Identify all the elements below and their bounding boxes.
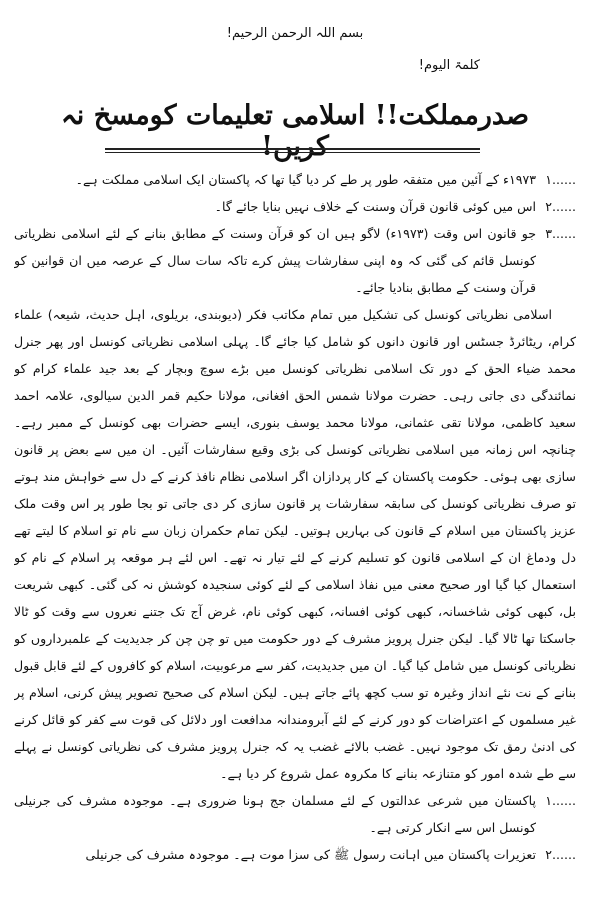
list-item-number: ۳...... xyxy=(545,226,576,241)
list-item-text: اس میں کوئی قانون قرآن وسنت کے خلاف نہیں بنایا جائے گا۔ xyxy=(214,199,536,214)
list-item-number: ۱...... xyxy=(545,172,576,187)
page-title: صدرمملکت!! اسلامی تعلیمات کومسخ نہ کریں! xyxy=(60,100,530,162)
list-item xyxy=(14,787,576,841)
list-item xyxy=(14,841,576,868)
list-item-text: تعزیرات پاکستان میں اہانت رسول ﷺ کی سزا موت ہے۔ موجودہ مشرف کی جرنیلی xyxy=(85,847,536,862)
list-item-text: جو قانون اس وقت (۱۹۷۳ء) لاگو ہیں ان کو قرآن وسنت کے مطابق بنانے کے لئے اسلامی نظریاتی کونسل قائم کی گئی کہ وہ اپنی سفارشات پیش کرے تاکہ سات سال کے عرصہ میں ان قوانین کو قرآن وسنت کے مطابق بنادیا جائے۔ xyxy=(14,226,536,295)
bismillah-line: بسم اللہ الرحمن الرحیم! xyxy=(226,26,364,41)
list-item-number: ۲...... xyxy=(545,199,576,214)
article-body xyxy=(14,166,576,901)
list-item xyxy=(14,193,576,220)
list-item-number: ۱...... xyxy=(545,793,576,808)
list-item xyxy=(14,220,576,301)
kalima-label: کلمۃ الیوم! xyxy=(418,58,480,73)
title-underline xyxy=(105,148,480,153)
list-item xyxy=(14,166,576,193)
list-item-number: ۲...... xyxy=(545,847,576,862)
list-item-text: پاکستان میں شرعی عدالتوں کے لئے مسلمان جج ہونا ضروری ہے۔ موجودہ مشرف کی جرنیلی کونسل اس سے انکار کرتی ہے۔ xyxy=(14,793,536,835)
body-paragraph: اسلامی نظریاتی کونسل کی تشکیل میں تمام مکاتب فکر (دیوبندی، بریلوی، اہل حدیث، شیعہ) علماء کرام، ریٹائرڈ جسٹس اور قانون دانوں کو شامل کیا جائے گا۔ پہلی اسلامی نظریاتی کونسل اور پھر جنرل محمد ضیاء الحق کے دور تک اسلامی نظریاتی کونسل میں بڑے سوچ وبچار کے بعد جید علماء کرام کو نمائندگی دی جاتی رہی۔ حضرت مولانا شمس الحق افغانی، مولانا حکیم قمر الدین سیالوی، علامہ احمد سعید کاظمی، مولانا تقی عثمانی، مولانا محمد یوسف بنوری، ایسے حضرات بھی کونسل کے ممبر رہے۔ چنانچہ اس زمانہ میں اسلامی نظریاتی کونسل کی بڑی وقیع سفارشات آئیں۔ ان میں سے بعض پر قانون سازی بھی ہوئی۔ حکومت پاکستان کے کار پردازان اگر اسلامی نظام نافذ کرنے کے دل سے خواہش مند ہوتے تو صرف نظریاتی کونسل کی سابقہ سفارشات پر قانون سازی کر دی جاتی تو بجا طور پر اس وقت ملک عزیز پاکستان میں اسلام کے قانون کی بہاریں ہوتیں۔ لیکن تمام حکمران زبان سے نام تو اسلام کا لیتے تھے دل ودماغ ان کے اسلامی قانون کو تسلیم کرنے کے لئے تیار نہ تھے۔ اس لئے ہر موقعہ پر اسلام کے نام کو استعمال کیا گیا اور صحیح معنی میں نفاذ اسلامی کے لئے کوئی سنجیدہ کوشش نہ کی گئی۔ کبھی شریعت بل، کبھی کوئی شاخسانہ، کبھی کوئی افسانہ، کبھی کوئی نام، غرض آج تک جتنے نعروں سے وقت کو ٹالا جاسکتا تھا ٹالا گیا۔ لیکن جنرل پرویز مشرف کے دور حکومت میں تو چن چن کر جدیدیت کے علمبرداروں کو نظریاتی کونسل میں شامل کیا گیا۔ ان میں جدیدیت، کفر سے مرعوبیت، اسلام کو کافروں کے لئے قابل قبول بنانے کے نت نئے انداز وغیرہ تو سب کچھ پائے جاتے ہیں۔ لیکن اسلام کی صحیح تصویر پیش کرنی، اسلام پر غیر مسلموں کے اعتراضات کو دور کرنے کے لئے آبرومندانہ مدافعت اور دلائل کی قوت سے کفر کو قائل کرنے کی ادنیٰ رمق تک موجود نہیں۔ غضب بالائے غضب یہ کہ جنرل پرویز مشرف کی نظریاتی کونسل نے پہلے سے طے شدہ امور کو متنازعہ بنانے کا مکروہ عمل شروع کر دیا ہے۔ xyxy=(14,307,576,781)
list-item-text: ۱۹۷۳ء کے آئین میں متفقہ طور پر طے کر دیا گیا تھا کہ پاکستان ایک اسلامی مملکت ہے۔ xyxy=(75,172,536,187)
